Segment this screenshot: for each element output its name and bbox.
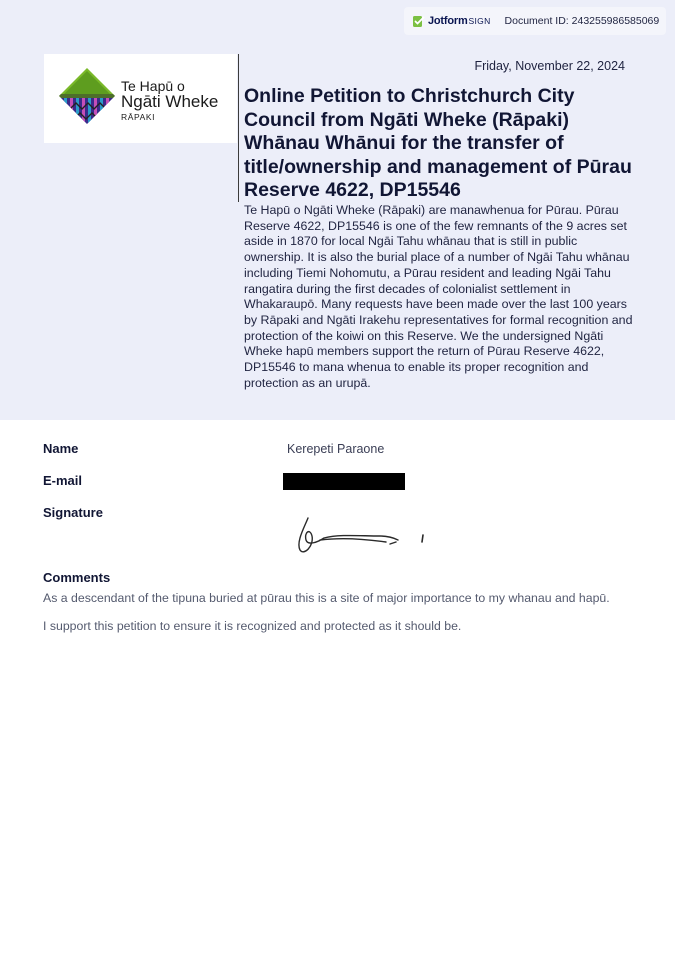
handwritten-signature (290, 510, 440, 560)
jotform-logo-icon (412, 15, 425, 28)
email-redaction (283, 473, 405, 490)
organization-logo (44, 54, 237, 143)
name-label: Name (43, 441, 79, 456)
petition-description: Te Hapū o Ngāti Wheke (Rāpaki) are manawhenua for Pūrau. Pūrau Reserve 4622, DP15546 is one of the few remnants of the 9 acres set aside in 1870 for local Ngāi Tahu whānau that is still in public ownership. It is also the burial place of a number of Ngāi Tahu whānau including Tiemi Nohomutu, a Pūrau resident and leading Ngāi Tahu rangatira during the first decades of colonialist settlement in Whakaraupō. Many requests have been made over the last 100 years by Rāpaki and Ngāti Irakehu representatives for formal recognition and protection of the koiwi on this Reserve. We the undersigned Ngāti Wheke hapū members support the return of Pūrau Reserve 4622, DP15546 to mana whenua to enable its proper recognition and protection as an urupā. (244, 203, 633, 390)
petition-title: Online Petition to Christchurch City Council from Ngāti Wheke (Rāpaki) Whānau Whānui for the transfer of title/ownership and management of Pūrau Reserve 4622, DP15546 (244, 85, 632, 201)
comments-label: Comments (43, 570, 111, 585)
jotform-sign-badge (404, 7, 666, 35)
logo-text-line1: Te Hapū o (121, 78, 185, 94)
logo-text-line3: RĀPAKI (121, 112, 156, 122)
jotform-brand: Jotform (428, 15, 468, 27)
document-id: Document ID: 243255986585069 (504, 15, 660, 27)
name-value: Kerepeti Paraone (287, 442, 385, 456)
comment-line-2: I support this petition to ensure it is recognized and protected as it should be. (43, 619, 462, 633)
header-divider (238, 54, 239, 202)
diamond-emblem-icon (58, 67, 116, 125)
jotform-sign-label: SIGN (468, 16, 491, 26)
document-date: Friday, November 22, 2024 (474, 59, 625, 73)
email-label: E-mail (43, 473, 83, 488)
comment-line-1: As a descendant of the tipuna buried at pūrau this is a site of major importance to my whanau and hapū. (43, 591, 610, 605)
signature-label: Signature (43, 505, 103, 520)
logo-text-line2: Ngāti Wheke (121, 92, 219, 111)
